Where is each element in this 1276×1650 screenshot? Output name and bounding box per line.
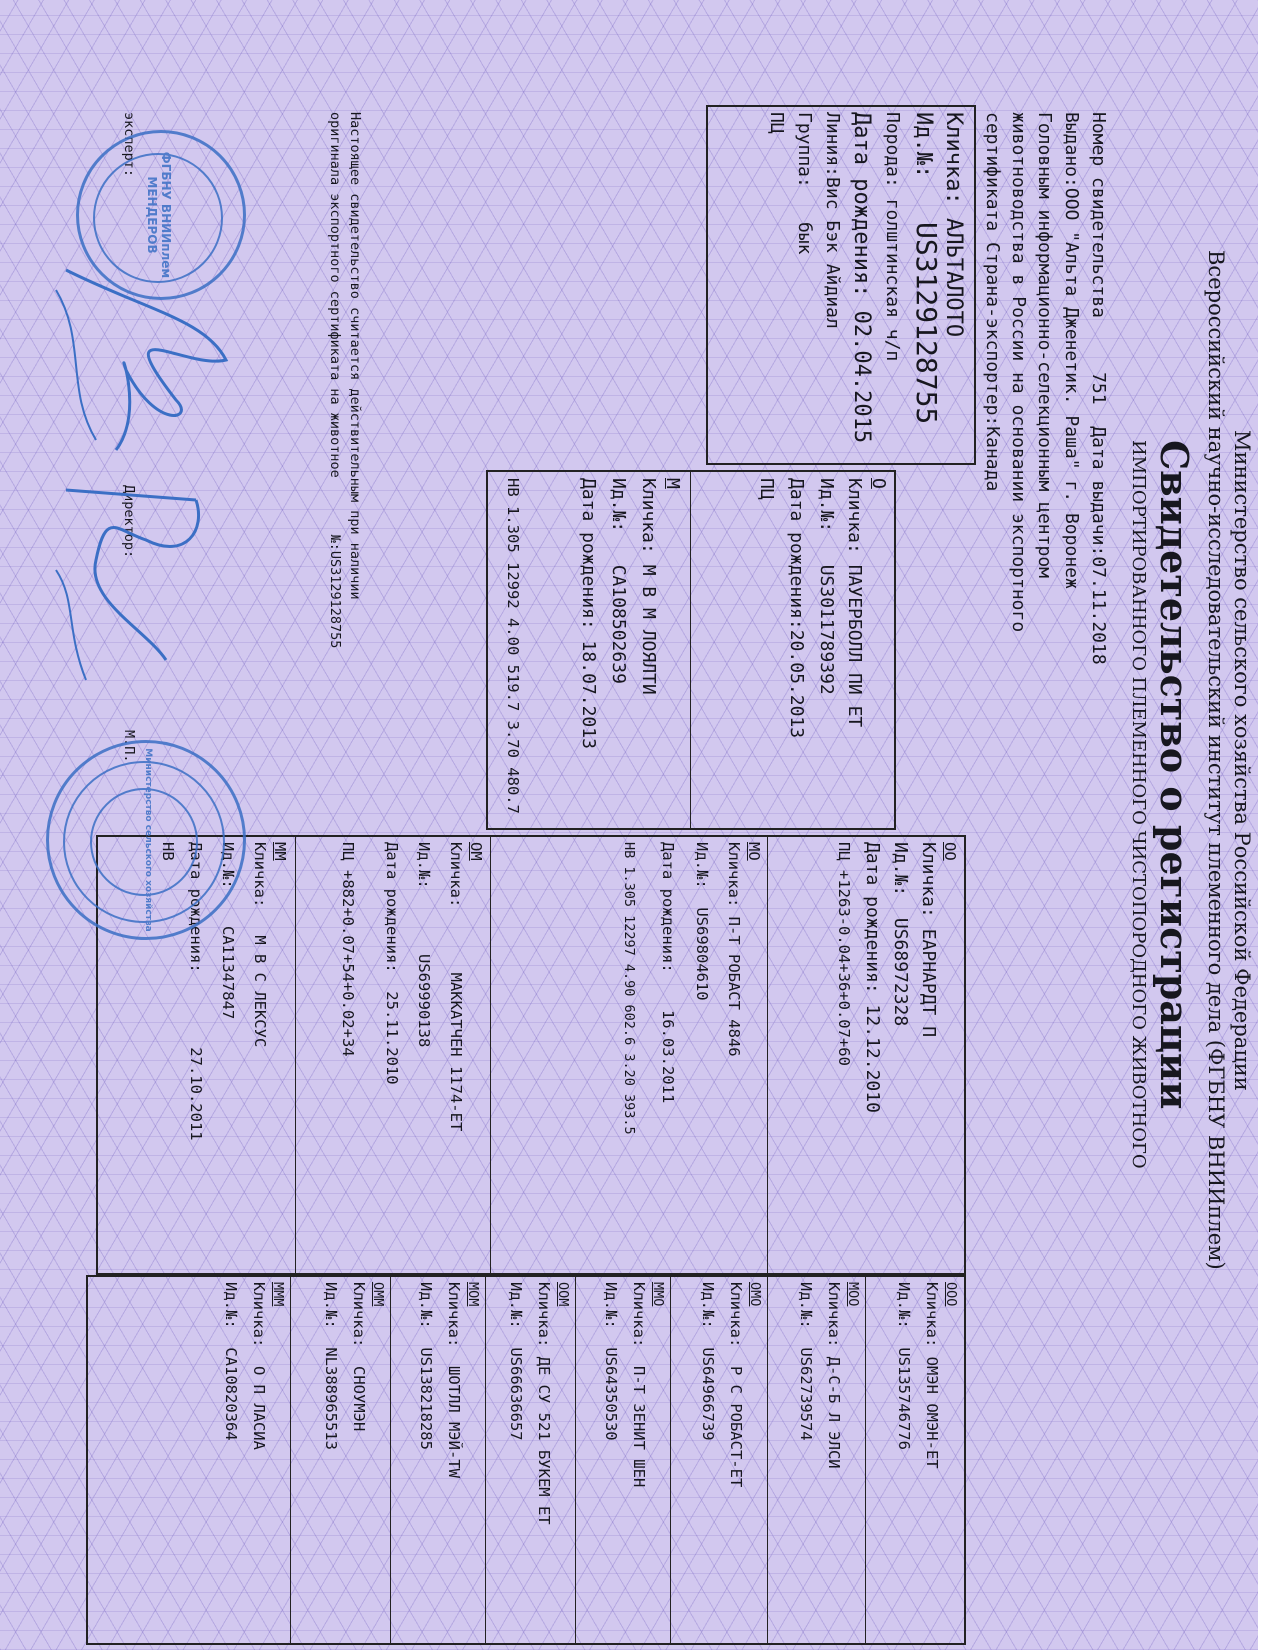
great-divider — [670, 1275, 671, 1645]
dam-birth: Дата рождения: 18.07.2013 — [578, 478, 599, 749]
mo-code: МО — [745, 842, 763, 861]
omm-name: Кличка: СНОУМЭН — [350, 1282, 368, 1432]
sire-birth: Дата рождения:20.05.2013 — [786, 478, 807, 739]
validity-note-1: Настоящее свидетельство считается действительным при наличии — [347, 112, 363, 600]
page-subtitle: ИМПОРТИРОВАННОГО ПЛЕМЕННОГО ЧИСТОПОРОДНОГО ЖИВОТНОГО — [1128, 440, 1149, 1169]
mmm-code: МММ — [270, 1282, 286, 1307]
animal-birth: Дата рождения: 02.04.2015 — [849, 112, 874, 444]
mmo-id: Ид.№: US64350530 — [602, 1282, 620, 1441]
ooo-code: ООО — [943, 1282, 959, 1307]
great-divider — [575, 1275, 576, 1645]
ooo-id: Ид.№: US135746776 — [895, 1282, 913, 1450]
mo-id: Ид.№: US69804610 — [693, 842, 711, 1001]
oom-name: Кличка: ДЕ СУ 521 БУКЕМ ЕТ — [535, 1282, 553, 1525]
director-signature — [36, 470, 226, 700]
oo-pc: ПЦ +1263-0.04+36+0.07+60 — [835, 842, 853, 1066]
moo-id: Ид.№: US62739574 — [797, 1282, 815, 1441]
director-label: Директор: — [121, 485, 137, 559]
center-line-3: сертификата Страна-экспортер:Канада — [982, 112, 1003, 492]
page-title: Свидетельство о регистрации — [1152, 440, 1197, 1110]
ooo-name: Кличка: ОМЭН ОМЭН-ЕТ — [923, 1282, 941, 1469]
mo-birth: Дата рождения: 16.03.2011 — [659, 842, 677, 1104]
mm-id: Ид.№: CA11347847 — [219, 842, 237, 1020]
dam-name: Кличка: М В М ЛОЯЛТИ — [638, 478, 659, 695]
mom-name: Кличка: ШОТЛЛ МЭЙ-ТW — [445, 1282, 463, 1478]
oo-birth: Дата рождения: 12.12.2010 — [862, 842, 883, 1113]
mp-label: М.П. — [121, 730, 137, 763]
animal-name: Кличка: АЛЬТАЛОТО — [941, 112, 966, 338]
grand-divider-2 — [490, 835, 491, 1275]
mo-nv: НВ 1.305 12297 4.90 602.6 3.20 393.5 — [621, 842, 637, 1135]
sire-id: Ид.№: US3011789392 — [816, 478, 837, 695]
issued-to: Выдано:ООО "Альта Дженетик. Раша" г. Воронеж — [1061, 112, 1082, 589]
great-divider — [290, 1275, 291, 1645]
animal-pc: ПЦ — [766, 112, 787, 134]
grand-divider-1 — [767, 835, 768, 1275]
om-code: ОМ — [467, 842, 485, 861]
center-line-2: животноводства в России на основании экспортного — [1008, 112, 1029, 633]
sire-code: О — [868, 478, 889, 489]
animal-group-value: бык — [794, 222, 815, 255]
om-pc: ПЦ +882+0.07+54+0.02+34 — [339, 842, 357, 1057]
dam-id: Ид.№: CA108502639 — [608, 478, 629, 684]
expert-stamp-text: ФГБНУ ВНИИплем МЕНДЕРОВ — [145, 151, 173, 279]
expert-signature — [36, 250, 266, 470]
sire-name: Кличка: ПАУЕРБОЛЛ ПИ ЕТ — [844, 478, 865, 728]
certificate-number-line: Номер свидетельства 751 Дата выдачи:07.11.2018 — [1088, 112, 1109, 665]
great-divider — [865, 1275, 866, 1645]
great-divider — [485, 1275, 486, 1645]
mmo-name: Кличка: П-Т ЗЕНИТ ШЕН — [630, 1282, 648, 1488]
animal-breed: Порода: голштинская ч/п — [882, 112, 903, 362]
mmm-name: Кличка: О П ЛАСИА — [250, 1282, 268, 1450]
mm-name: Кличка: М В С ЛЕКСУС — [251, 842, 269, 1048]
great-divider — [390, 1275, 391, 1645]
validity-note-2: оригинала экспортного сертификата на животное №:US3129128755 — [327, 112, 343, 649]
omm-id: Ид.№: NL388965513 — [322, 1282, 340, 1450]
dam-code: М — [662, 478, 683, 489]
parents-divider — [690, 470, 691, 830]
expert-label: эксперт: — [121, 112, 137, 178]
oo-name: Кличка: ЕАРНАРДТ П — [918, 842, 939, 1038]
om-name: Кличка: МАККАТЧЕН 1174-ЕТ — [447, 842, 465, 1132]
mm-birth: Дата рождения: 27.10.2011 — [187, 842, 205, 1141]
great-divider — [767, 1275, 768, 1645]
oo-code: ОО — [941, 842, 959, 861]
dam-nv: НВ 1.305 12992 4.00 519.7 3.70 480.7 — [504, 478, 522, 814]
omo-code: ОМО — [747, 1282, 763, 1307]
omo-name: Кличка: Р С РОБАСТ-ЕТ — [727, 1282, 745, 1488]
mm-nv: НВ — [159, 842, 177, 861]
oom-id: Ид.№: US66636657 — [507, 1282, 525, 1441]
moo-code: МОО — [845, 1282, 861, 1307]
official-seal-text: Министерство сельского хозяйства — [143, 748, 153, 932]
mmo-code: ММО — [650, 1282, 666, 1307]
animal-id-label: Ид.№: — [911, 112, 936, 179]
oo-id: Ид.№: US68972328 — [890, 842, 911, 1027]
mmm-id: Ид.№: CA10820364 — [222, 1282, 240, 1441]
sire-pc: ПЦ — [756, 478, 777, 500]
omm-code: ОММ — [370, 1282, 386, 1307]
animal-id-value: US3129128755 — [910, 222, 943, 425]
mo-name: Кличка: П-Т РОБАСТ 4846 — [725, 842, 743, 1057]
ministry-heading: Министерство сельского хозяйства Российской Федерации — [1230, 430, 1254, 1091]
omo-id: Ид.№: US64966739 — [699, 1282, 717, 1441]
mom-id: Ид.№: US138218285 — [417, 1282, 435, 1450]
om-birth: Дата рождения: 25.11.2010 — [383, 842, 401, 1085]
center-line-1: Головным информационно-селекционным центром — [1034, 112, 1055, 578]
animal-line: Линия:Вис Бэк Айдиал — [822, 112, 843, 329]
om-id: Ид.№: US69990138 — [415, 842, 433, 1048]
animal-group-label: Группа: — [794, 112, 815, 188]
institute-heading: Всероссийский научно-исследовательский институт племенного дела (ФГБНУ ВНИИплем) — [1204, 250, 1228, 1270]
mom-code: МОМ — [465, 1282, 481, 1307]
moo-name: Кличка: Д-С-Б Л ЭЛСИ — [825, 1282, 843, 1469]
grand-divider-3 — [295, 835, 296, 1275]
mm-code: ММ — [271, 842, 289, 861]
oom-code: ООМ — [555, 1282, 571, 1307]
official-seal — [46, 740, 246, 940]
